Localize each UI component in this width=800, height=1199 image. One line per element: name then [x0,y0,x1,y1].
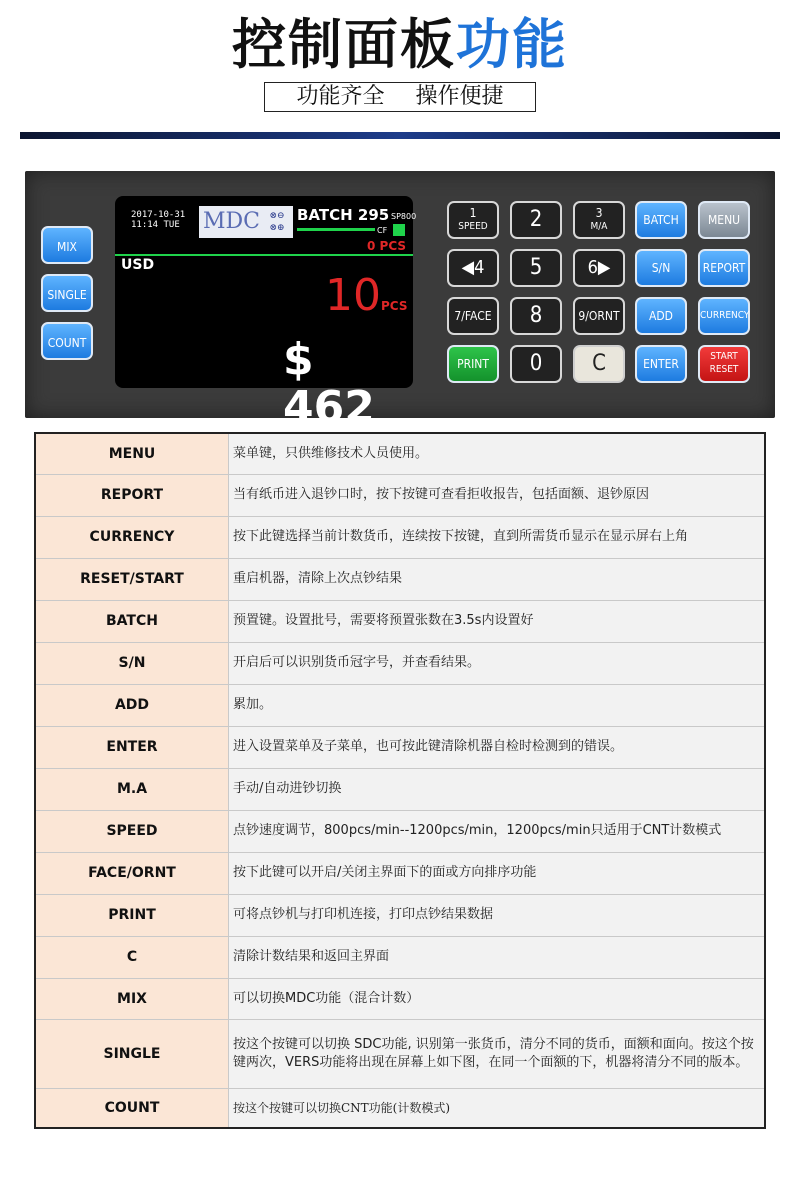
function-row [35,852,765,894]
screen-time: 11:14 TUE [131,220,180,230]
batch-key[interactable]: BATCH [635,201,687,239]
ma-key-number: 3 [595,206,603,220]
function-row [35,726,765,768]
function-key-cell: CURRENCY [35,516,229,558]
clear-key[interactable]: C [573,345,625,383]
function-desc-cell: 预置键。设置批号，需要将预置张数在3.5s内设置好 [229,600,766,642]
page-title-blue: 功能 [456,13,568,76]
function-desc-cell: 按下此键可以开启/关闭主界面下的面或方向排序功能 [229,852,766,894]
page-title [0,8,800,82]
screen-batch: BATCH 295 [297,206,390,224]
function-key-cell: FACE/ORNT [35,852,229,894]
speed-key-label: SPEED [458,221,488,232]
single-button[interactable]: SINGLE [41,274,93,312]
function-key-cell: M.A [35,768,229,810]
function-key-cell: PRINT [35,894,229,936]
mix-button[interactable]: MIX [41,226,93,264]
screen-datetime [131,210,185,230]
face-key[interactable]: 7/FACE [447,297,499,335]
divider-bar [20,132,780,139]
function-desc-cell: 累加。 [229,684,766,726]
count-button[interactable]: COUNT [41,322,93,360]
key-4[interactable]: ◀4 [447,249,499,287]
function-row [35,433,765,474]
function-desc-cell: 按这个按键可以切换CNT功能(计数模式) [229,1088,766,1128]
screen-batch-pcs: 0 PCS [367,239,406,253]
screen-batch-bar [297,228,375,231]
function-desc-cell: 菜单键，只供维修技术人员使用。 [229,433,766,474]
start-label: START [710,351,738,362]
currency-key[interactable]: CURRENCY [698,297,750,335]
function-table-body [35,433,765,1128]
reset-label: RESET [709,364,739,375]
function-row [35,810,765,852]
function-key-cell: COUNT [35,1088,229,1128]
screen-date: 2017-10-31 [131,210,186,220]
function-key-cell: SINGLE [35,1019,229,1088]
lcd-screen [115,196,417,433]
screen-amount: $ 462 [283,334,375,433]
screen-count [325,272,407,330]
function-row [35,936,765,978]
function-row [35,768,765,810]
page-title-black: 控制面板 [232,13,456,76]
ma-key[interactable] [573,201,625,239]
function-key-cell: BATCH [35,600,229,642]
function-row [35,600,765,642]
function-row [35,1019,765,1088]
mode-icon: ⊗⊖ ⊗⊕ [269,211,285,233]
screen-speed: SP800 [391,212,417,221]
enter-key[interactable]: ENTER [635,345,687,383]
speed-key-number: 1 [469,206,477,220]
key-0[interactable]: 0 [510,345,562,383]
screen-cf: CF [377,226,388,235]
function-key-cell: C [35,936,229,978]
function-desc-cell: 清除计数结果和返回主界面 [229,936,766,978]
function-row [35,558,765,600]
function-desc-cell: 进入设置菜单及子菜单，也可按此键清除机器自检时检测到的错误。 [229,726,766,768]
key-8[interactable]: 8 [510,297,562,335]
function-key-cell: REPORT [35,474,229,516]
screen-count-value: 10 [325,270,381,321]
speed-key[interactable] [447,201,499,239]
function-table [34,432,766,1129]
function-row [35,978,765,1019]
function-key-cell: ADD [35,684,229,726]
screen-divider [115,254,413,256]
function-desc-cell: 当有纸币进入退钞口时，按下按键可查看拒收报告，包括面额、退钞原因 [229,474,766,516]
function-desc-cell: 手动/自动进钞切换 [229,768,766,810]
function-desc-cell: 可以切换MDC功能（混合计数） [229,978,766,1019]
control-panel [25,171,775,433]
function-key-cell: S/N [35,642,229,684]
screen-mode-label: MDC [203,209,260,234]
screen-status-square [393,224,405,236]
function-row [35,684,765,726]
function-row [35,642,765,684]
function-desc-cell: 按下此键选择当前计数货币，连续按下按键，直到所需货币显示在显示屏右上角 [229,516,766,558]
ornt-key[interactable]: 9/ORNT [573,297,625,335]
function-row [35,894,765,936]
report-key[interactable]: REPORT [698,249,750,287]
sn-key[interactable]: S/N [635,249,687,287]
key-2[interactable]: 2 [510,201,562,239]
start-reset-key[interactable] [698,345,750,383]
function-desc-cell: 开启后可以识别货币冠字号，并查看结果。 [229,642,766,684]
page-subtitle: 功能齐全 操作便捷 [264,82,536,112]
key-6[interactable]: 6▶ [573,249,625,287]
function-key-cell: RESET/START [35,558,229,600]
key-5[interactable]: 5 [510,249,562,287]
function-row [35,1088,765,1128]
screen-count-unit: PCS [381,299,408,313]
add-key[interactable]: ADD [635,297,687,335]
function-key-cell: SPEED [35,810,229,852]
function-row [35,474,765,516]
ma-key-label: M/A [590,221,608,232]
function-key-cell: MENU [35,433,229,474]
function-row [35,516,765,558]
function-desc-cell: 按这个按键可以切换 SDC功能, 识别第一张货币，清分不同的货币，面额和面向。按这个按键两次，VERS功能将出现在屏幕上如下图，在同一个面额的下，机器将清分不同的版本。 [229,1019,766,1088]
menu-key[interactable]: MENU [698,201,750,239]
print-key[interactable]: PRINT [447,345,499,383]
function-key-cell: MIX [35,978,229,1019]
function-desc-cell: 点钞速度调节，800pcs/min--1200pcs/min，1200pcs/min只适用于CNT计数模式 [229,810,766,852]
function-desc-cell: 重启机器，清除上次点钞结果 [229,558,766,600]
screen-mode-mdc [199,206,293,238]
screen-currency: USD [121,257,155,273]
function-desc-cell: 可将点钞机与打印机连接，打印点钞结果数据 [229,894,766,936]
function-key-cell: ENTER [35,726,229,768]
